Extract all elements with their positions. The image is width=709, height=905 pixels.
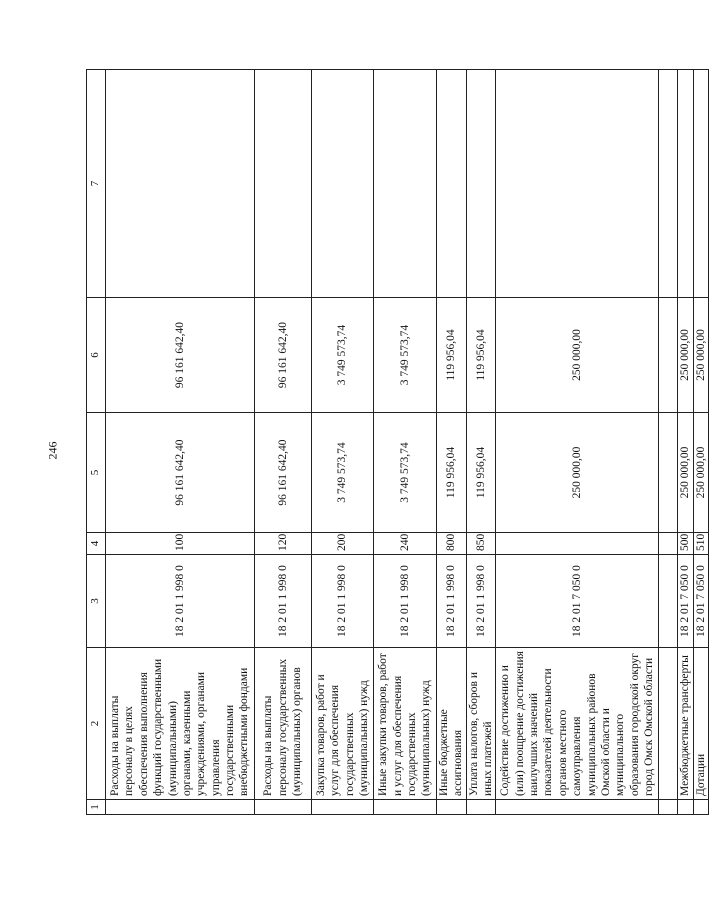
- row-amount-6: 250 000,00: [693, 298, 708, 413]
- row-marker: [254, 800, 311, 815]
- row-amount-7: [678, 70, 693, 298]
- row-amount-5: 119 956,04: [466, 413, 496, 533]
- row-amount-6: 3 749 573,74: [311, 298, 374, 413]
- row-code: 18 2 01 7 050 0: [496, 555, 659, 648]
- page-number: 246: [45, 441, 60, 460]
- row-marker: [436, 800, 466, 815]
- row-amount-6: 96 161 642,40: [254, 298, 311, 413]
- row-marker: [311, 800, 374, 815]
- row-code: 18 2 01 7 050 0: [678, 555, 693, 648]
- col-header-2: 2: [87, 648, 106, 800]
- row-type: 100: [106, 533, 255, 555]
- row-amount-5: 96 161 642,40: [106, 413, 255, 533]
- row-amount-5: 250 000,00: [496, 413, 659, 533]
- row-marker: [374, 800, 437, 815]
- row-description: Расходы на выплаты персоналу в целях обеспечения выполнения функций государственными (муниципальными) органами, казенными учреждениями, органами управления государственными внебюджетными фондами: [106, 648, 255, 800]
- row-amount-5: [659, 413, 678, 533]
- row-type: 200: [311, 533, 374, 555]
- table-row: [693, 70, 708, 815]
- table-row-empty: [659, 70, 678, 815]
- row-type: [659, 533, 678, 555]
- table-row: [374, 70, 437, 815]
- row-code: 18 2 01 1 998 0: [374, 555, 437, 648]
- row-marker: [693, 800, 708, 815]
- row-code: 18 2 01 1 998 0: [436, 555, 466, 648]
- row-marker: [106, 800, 255, 815]
- row-amount-5: 3 749 573,74: [374, 413, 437, 533]
- row-amount-7: [659, 70, 678, 298]
- row-description: Иные закупки товаров, работ и услуг для обеспечения государственных (муниципальных) нужд: [374, 648, 437, 800]
- table-row: [678, 70, 693, 815]
- row-description: Иные бюджетные ассигнования: [436, 648, 466, 800]
- row-description: Закупка товаров, работ и услуг для обеспечения государственных (муниципальных) нужд: [311, 648, 374, 800]
- row-description: Уплата налогов, сборов и иных платежей: [466, 648, 496, 800]
- row-amount-5: 96 161 642,40: [254, 413, 311, 533]
- table-row: [106, 70, 255, 815]
- row-code: 18 2 01 7 050 0: [693, 555, 708, 648]
- row-description: Дотации: [693, 648, 708, 800]
- row-code: 18 2 01 1 998 0: [106, 555, 255, 648]
- col-header-6: 6: [87, 298, 106, 413]
- row-amount-7: [436, 70, 466, 298]
- row-amount-5: 119 956,04: [436, 413, 466, 533]
- row-type: [496, 533, 659, 555]
- rotated-table-container: [86, 70, 707, 815]
- row-amount-7: [374, 70, 437, 298]
- col-header-7: 7: [87, 70, 106, 298]
- row-marker: [678, 800, 693, 815]
- row-description: Содействие достижению и (или) поощрение достижения наилучших значений показателей деятельности органов местного самоуправления муниципальных районов Омской области и муниципального образования городской округ город Омск Омской области: [496, 648, 659, 800]
- col-header-5: 5: [87, 413, 106, 533]
- table-row: [466, 70, 496, 815]
- row-amount-5: 250 000,00: [678, 413, 693, 533]
- row-code: 18 2 01 1 998 0: [311, 555, 374, 648]
- col-header-4: 4: [87, 533, 106, 555]
- table-row: [254, 70, 311, 815]
- row-description: Межбюджетные трансферты: [678, 648, 693, 800]
- row-amount-7: [106, 70, 255, 298]
- row-type: 850: [466, 533, 496, 555]
- col-header-1: 1: [87, 800, 106, 815]
- row-type: 510: [693, 533, 708, 555]
- table-row: [311, 70, 374, 815]
- row-amount-6: 119 956,04: [466, 298, 496, 413]
- row-amount-6: 96 161 642,40: [106, 298, 255, 413]
- row-type: 120: [254, 533, 311, 555]
- row-amount-6: 119 956,04: [436, 298, 466, 413]
- col-header-3: 3: [87, 555, 106, 648]
- row-amount-5: 250 000,00: [693, 413, 708, 533]
- row-marker: [659, 800, 678, 815]
- row-marker: [496, 800, 659, 815]
- table-row: [436, 70, 466, 815]
- row-marker: [466, 800, 496, 815]
- row-description: [659, 648, 678, 800]
- table-row: [496, 70, 659, 815]
- row-code: [659, 555, 678, 648]
- row-amount-7: [693, 70, 708, 298]
- budget-table: [86, 69, 709, 815]
- row-amount-5: 3 749 573,74: [311, 413, 374, 533]
- row-code: 18 2 01 1 998 0: [254, 555, 311, 648]
- row-code: 18 2 01 1 998 0: [466, 555, 496, 648]
- row-amount-7: [496, 70, 659, 298]
- header-row: [87, 70, 106, 815]
- row-amount-7: [466, 70, 496, 298]
- row-type: 800: [436, 533, 466, 555]
- row-amount-6: 250 000,00: [496, 298, 659, 413]
- row-description: Расходы на выплаты персоналу государственных (муниципальных) органов: [254, 648, 311, 800]
- row-amount-6: [659, 298, 678, 413]
- row-amount-6: 3 749 573,74: [374, 298, 437, 413]
- row-amount-7: [254, 70, 311, 298]
- row-type: 500: [678, 533, 693, 555]
- row-type: 240: [374, 533, 437, 555]
- row-amount-7: [311, 70, 374, 298]
- row-amount-6: 250 000,00: [678, 298, 693, 413]
